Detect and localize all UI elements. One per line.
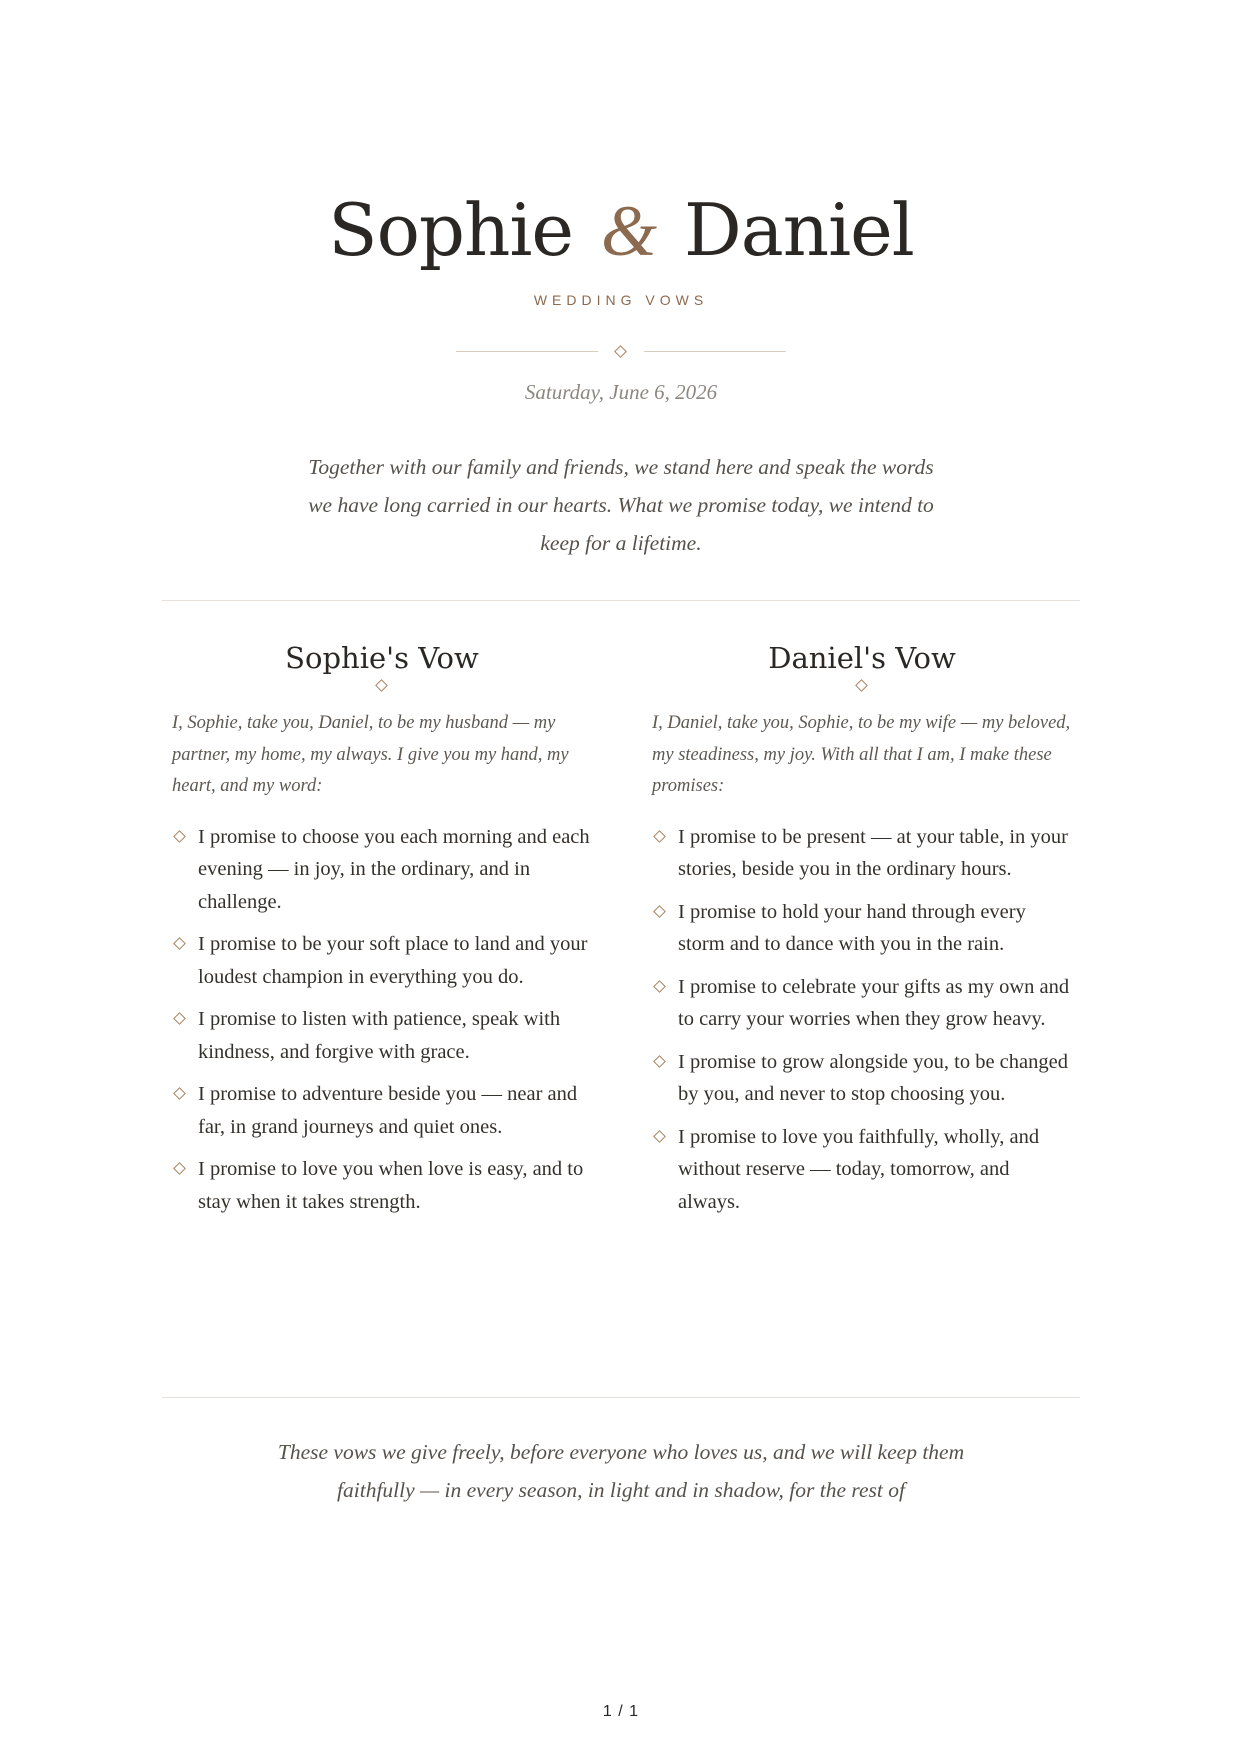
vow-column-sophie bbox=[172, 640, 592, 1228]
diamond-bullet-icon bbox=[653, 980, 666, 993]
promise-item bbox=[652, 896, 1072, 961]
promise-item bbox=[652, 1046, 1072, 1111]
diamond-bullet-icon bbox=[173, 830, 186, 843]
vow-ornament bbox=[652, 676, 1072, 698]
name-one: Sophie bbox=[328, 188, 574, 272]
divider-line-right bbox=[644, 351, 786, 352]
vow-column-daniel bbox=[652, 640, 1072, 1228]
divider-line-left bbox=[456, 351, 598, 352]
diamond-bullet-icon bbox=[173, 1162, 186, 1175]
diamond-bullet-icon bbox=[173, 1012, 186, 1025]
promise-item bbox=[652, 1121, 1072, 1219]
promise-item bbox=[172, 1003, 592, 1068]
closing-paragraph: These vows we give freely, before everyone who loves us, and we will keep them faithfully — in every season, in light and in shadow, for the rest of bbox=[277, 1440, 965, 1502]
vow-lead: I, Daniel, take you, Sophie, to be my wife — my beloved, my steadiness, my joy. With all that I am, I make these promises: bbox=[652, 713, 1071, 796]
promise-text: I promise to celebrate your gifts as my own and to carry your worries when they grow heavy. bbox=[678, 975, 1070, 1030]
diamond-icon bbox=[614, 345, 627, 358]
name-two: Daniel bbox=[684, 188, 914, 272]
promise-item bbox=[172, 928, 592, 993]
promise-text: I promise to hold your hand through every storm and to dance with you in the rain. bbox=[678, 900, 1026, 955]
promise-list bbox=[652, 821, 1072, 1219]
vow-title: Daniel's Vow bbox=[768, 641, 956, 675]
section-divider-bottom bbox=[162, 1397, 1080, 1398]
vow-ornament bbox=[172, 676, 592, 698]
diamond-bullet-icon bbox=[653, 1130, 666, 1143]
promise-text: I promise to adventure beside you — near and far, in grand journeys and quiet ones. bbox=[198, 1083, 578, 1138]
diamond-icon bbox=[375, 679, 388, 692]
diamond-bullet-icon bbox=[173, 937, 186, 950]
promise-text: I promise to love you faithfully, wholly, and without reserve — today, tomorrow, and always. bbox=[678, 1125, 1040, 1213]
diamond-icon bbox=[855, 679, 868, 692]
page-number: 1 / 1 bbox=[602, 1703, 640, 1720]
promise-item bbox=[652, 971, 1072, 1036]
diamond-bullet-icon bbox=[653, 830, 666, 843]
couple-title bbox=[0, 180, 1242, 281]
promise-text: I promise to listen with patience, speak with kindness, and forgive with grace. bbox=[198, 1008, 561, 1063]
promise-text: I promise to be present — at your table, in your stories, beside you in the ordinary hours. bbox=[678, 825, 1068, 880]
promise-list bbox=[172, 821, 592, 1219]
promise-item bbox=[172, 1078, 592, 1143]
diamond-bullet-icon bbox=[173, 1087, 186, 1100]
intro-paragraph: Together with our family and friends, we stand here and speak the words we have long carried in our hearts. What we promise today, we intend to keep for a lifetime. bbox=[308, 455, 934, 555]
promise-text: I promise to choose you each morning and each evening — in joy, in the ordinary, and in challenge. bbox=[198, 825, 590, 913]
promise-text: I promise to grow alongside you, to be changed by you, and never to stop choosing you. bbox=[678, 1050, 1068, 1105]
diamond-bullet-icon bbox=[653, 1055, 666, 1068]
vow-title: Sophie's Vow bbox=[285, 641, 479, 675]
vow-lead: I, Sophie, take you, Daniel, to be my husband — my partner, my home, my always. I give you my hand, my heart, and my word: bbox=[172, 713, 569, 796]
diamond-bullet-icon bbox=[653, 905, 666, 918]
title-divider bbox=[456, 344, 786, 360]
section-divider-top bbox=[162, 600, 1080, 601]
promise-item bbox=[172, 1153, 592, 1218]
ampersand: & bbox=[601, 191, 657, 271]
promise-item bbox=[652, 821, 1072, 886]
promise-text: I promise to love you when love is easy, and to stay when it takes strength. bbox=[198, 1158, 584, 1213]
promise-text: I promise to be your soft place to land and your loudest champion in everything you do. bbox=[198, 933, 588, 988]
wedding-date: Saturday, June 6, 2026 bbox=[524, 380, 718, 404]
subtitle: WEDDING VOWS bbox=[533, 292, 709, 308]
promise-item bbox=[172, 821, 592, 919]
